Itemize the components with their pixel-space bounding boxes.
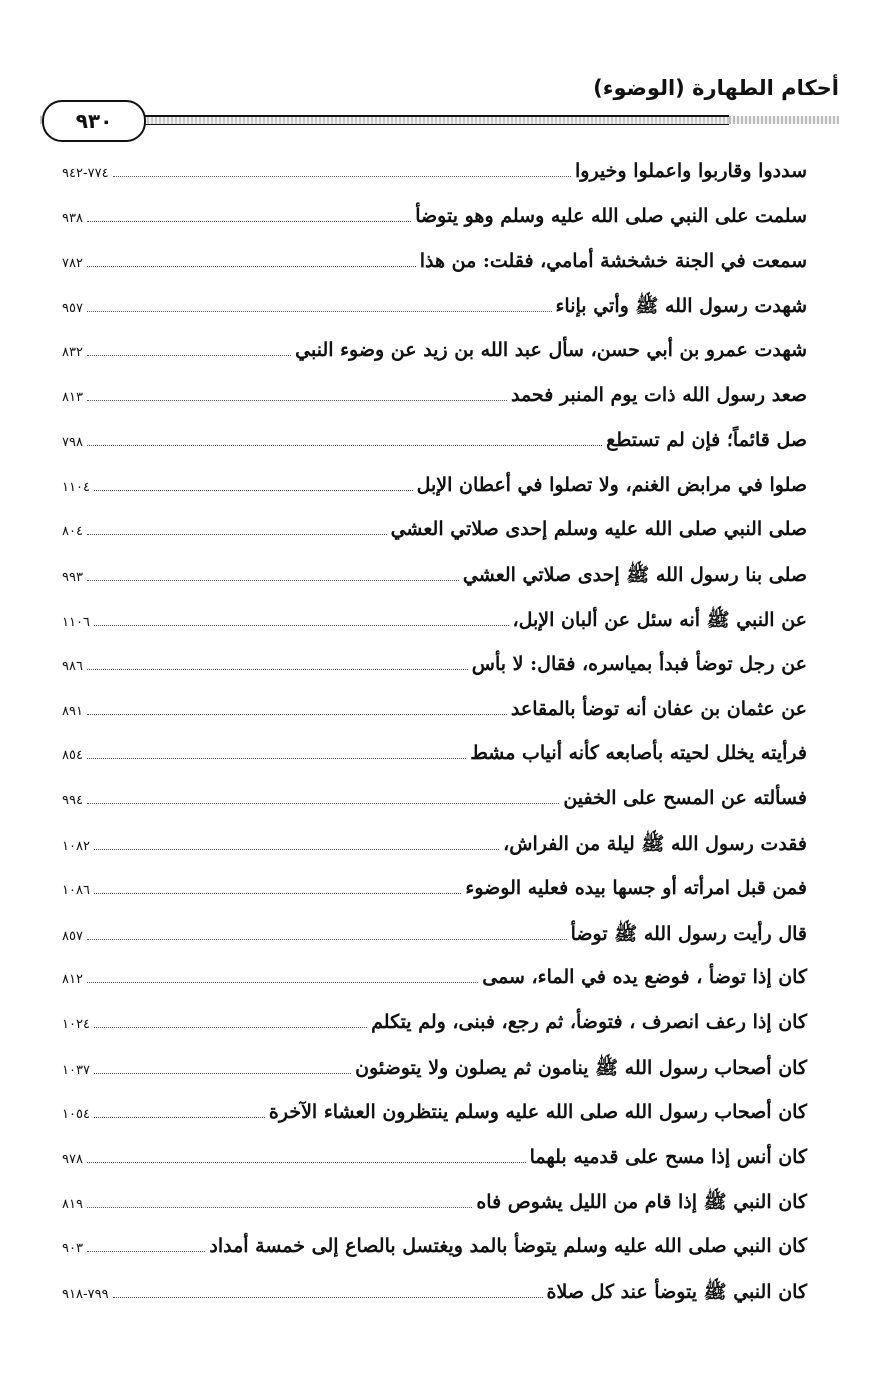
entry-page-ref: ٨٣٢ (62, 345, 83, 361)
entry-text: كان النبي ﷺ إذا قام من الليل يشوص فاه (476, 1191, 807, 1214)
dotted-leader (87, 311, 552, 312)
entry-text: عن عثمان بن عفان أنه توضأ بالمقاعد (510, 697, 807, 720)
dotted-leader (87, 1162, 526, 1163)
index-entry (62, 1011, 807, 1056)
index-entry (62, 384, 807, 429)
dotted-leader (87, 939, 567, 940)
index-entry (62, 250, 807, 295)
entry-text: قال رأيت رسول الله ﷺ توضأ (570, 922, 807, 945)
entry-text: شهدت رسول الله ﷺ وأتي بإناء (555, 295, 807, 318)
entry-page-ref: ١٠٥٤ (62, 1106, 90, 1122)
entry-page-ref: ١١٠٦ (62, 614, 90, 630)
entry-text: فسألته عن المسح على الخفين (563, 787, 807, 810)
dotted-leader (94, 893, 461, 894)
index-entry (62, 608, 807, 653)
index-entry (62, 653, 807, 698)
dotted-leader (87, 982, 478, 983)
dotted-leader (87, 400, 507, 401)
dotted-leader (87, 221, 411, 222)
entry-text: كان أنس إذا مسح على قدميه بلهما (529, 1145, 807, 1168)
entry-page-ref: ١٠٨٦ (62, 882, 90, 898)
entry-page-ref: ٨١٢ (62, 972, 83, 988)
index-entry (62, 160, 807, 205)
entry-page-ref: ١١٠٤ (62, 479, 90, 495)
index-entry (62, 966, 807, 1011)
entry-page-ref: ٩٥٧ (62, 301, 83, 317)
dotted-leader (87, 669, 468, 670)
dotted-leader (94, 849, 499, 850)
entry-text: فمن قبل امرأته أو جسها بيده فعليه الوضوء (465, 876, 807, 899)
entry-text: كان أصحاب رسول الله ﷺ ينامون ثم يصلون ولا يتوضئون (355, 1056, 807, 1079)
dotted-leader (87, 266, 416, 267)
index-entry (62, 294, 807, 339)
index-entry (62, 1056, 807, 1101)
dotted-leader (87, 445, 602, 446)
index-entry (62, 429, 807, 474)
dotted-leader (113, 1297, 543, 1298)
entry-page-ref: ٨١٣ (62, 389, 83, 405)
index-entry (62, 877, 807, 922)
entry-text: عن رجل توضأ فبدأ بمياسره، فقال: لا بأس (471, 652, 807, 675)
dotted-leader (87, 580, 459, 581)
entry-text: كان إذا توضأ ، فوضع يده في الماء، سمى (482, 966, 807, 989)
dotted-leader (94, 1027, 367, 1028)
entry-page-ref: ٩٩٤ (62, 793, 83, 809)
entry-text: كان النبي صلى الله عليه وسلم يتوضأ بالمد ويغتسل بالصاع إلى خمسة أمداد (209, 1235, 807, 1258)
page-number: ٩٣٠ (75, 109, 113, 133)
entry-text: صلى النبي صلى الله عليه وسلم إحدى صلاتي العشي (390, 518, 807, 541)
dotted-leader (94, 625, 509, 626)
entry-page-ref: ٧٩٨ (62, 434, 83, 450)
entry-text: كان إذا رعف انصرف ، فتوضأ، ثم رجع، فبنى، ولم يتكلم (371, 1011, 807, 1034)
dotted-leader (87, 1207, 472, 1208)
index-entry (62, 339, 807, 384)
page-number-badge (42, 100, 146, 142)
entry-text: عن النبي ﷺ أنه سئل عن ألبان الإبل، (512, 608, 807, 631)
entry-page-ref: ٩٩٣ (62, 570, 83, 586)
dotted-leader (87, 1251, 205, 1252)
running-header-title: أحكام الطهارة (الوضوء) (593, 76, 839, 100)
entry-text: سددوا وقاربوا واعملوا وخيروا (574, 160, 807, 182)
entry-text: صل قائماً؛ فإن لم تستطع (606, 428, 807, 451)
entry-page-ref: ٩٧٨ (62, 1151, 83, 1167)
index-entry (62, 1146, 807, 1191)
dotted-leader (87, 758, 466, 759)
index-entry (62, 205, 807, 250)
entry-page-ref: ٨٥٧ (62, 928, 83, 944)
entry-text: كان أصحاب رسول الله صلى الله عليه وسلم ينتظرون العشاء الآخرة (268, 1100, 807, 1123)
entry-page-ref: ١٠٣٧ (62, 1062, 90, 1078)
index-entry (62, 563, 807, 608)
index-entry (62, 1280, 807, 1325)
dotted-leader (94, 1117, 265, 1118)
entry-text: سلمت على النبي صلى الله عليه وسلم وهو يتوضأ (415, 204, 807, 227)
index-entry (62, 787, 807, 832)
entry-text: صلى بنا رسول الله ﷺ إحدى صلاتي العشي (462, 564, 807, 587)
entry-text: سمعت في الجنة خشخشة أمامي، فقلت: من هذا (419, 249, 807, 272)
dotted-leader (94, 1073, 351, 1074)
dotted-leader (94, 490, 413, 491)
entry-page-ref: ٧٩٩-٩١٨ (62, 1286, 109, 1302)
entry-page-ref: ٨١٩ (62, 1197, 83, 1213)
entry-page-ref: ٨٠٤ (62, 524, 83, 540)
entry-page-ref: ٧٧٤-٩٤٢ (62, 166, 109, 181)
header-rule (95, 112, 729, 128)
entry-page-ref: ٨٩١ (62, 703, 83, 719)
entry-page-ref: ٨٥٤ (62, 748, 83, 764)
index-entry (62, 922, 807, 967)
entry-page-ref: ٩٠٣ (62, 1241, 83, 1257)
entry-text: فقدت رسول الله ﷺ ليلة من الفراش، (503, 832, 807, 855)
header-rule-right (729, 116, 839, 124)
dotted-leader (87, 803, 559, 804)
index-list (62, 160, 807, 1325)
index-entry (62, 698, 807, 743)
entry-text: كان النبي ﷺ يتوضأ عند كل صلاة (546, 1280, 807, 1303)
index-entry (62, 832, 807, 877)
entry-text: صلوا في مرابض الغنم، ولا تصلوا في أعطان الإبل (416, 473, 807, 496)
index-entry (62, 1101, 807, 1146)
entry-text: فرأيته يخلل لحيته بأصابعه كأنه أنياب مشط (470, 742, 807, 765)
dotted-leader (87, 355, 291, 356)
entry-text: صعد رسول الله ذات يوم المنبر فحمد (510, 383, 807, 406)
index-entry (62, 1190, 807, 1235)
dotted-leader (113, 176, 571, 177)
index-entry (62, 474, 807, 519)
dotted-leader (87, 534, 387, 535)
index-entry (62, 742, 807, 787)
entry-page-ref: ١٠٨٢ (62, 838, 90, 854)
entry-text: شهدت عمرو بن أبي حسن، سأل عبد الله بن زيد عن وضوء النبي (295, 339, 807, 362)
index-entry (62, 1235, 807, 1280)
entry-page-ref: ١٠٢٤ (62, 1017, 90, 1033)
entry-page-ref: ٩٨٦ (62, 658, 83, 674)
entry-page-ref: ٧٨٢ (62, 255, 83, 271)
dotted-leader (87, 714, 507, 715)
index-entry (62, 518, 807, 563)
entry-page-ref: ٩٣٨ (62, 210, 83, 226)
